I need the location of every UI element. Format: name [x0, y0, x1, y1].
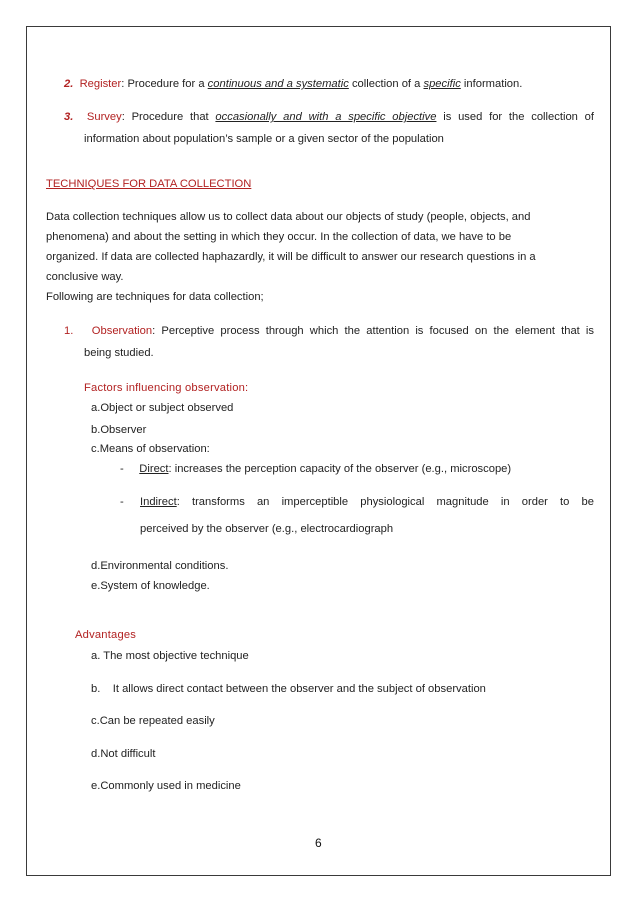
term-survey: Survey [86, 111, 122, 123]
list-item-survey [64, 110, 594, 125]
text: Procedure for a [124, 78, 208, 90]
term-indirect: Indirect [140, 496, 177, 508]
means-indirect-line2: perceived by the observer (e.g., electrocardiograph [140, 523, 394, 535]
list-item-observation [64, 324, 594, 339]
term-register: Register [79, 78, 122, 90]
list-number: 1. [64, 325, 74, 337]
text: collection of a [348, 78, 424, 90]
term-sep: : [121, 78, 125, 90]
means-direct [120, 462, 511, 477]
bullet: - [120, 463, 124, 475]
text: : increases the perception capacity of the observer (e.g., microscope) [168, 463, 512, 475]
text: information. [460, 78, 523, 90]
term-sep: : [152, 325, 156, 337]
text: Procedure that [124, 111, 216, 123]
intro-following: Following are techniques for data collection; [46, 291, 264, 303]
advantage-item-d: d.Not difficult [91, 748, 156, 760]
advantage-item-a: a. The most objective technique [91, 650, 249, 662]
means-indirect-bullet: - [120, 496, 124, 508]
advantage-item-e: e.Commonly used in medicine [91, 780, 241, 792]
term-direct: Direct [139, 463, 169, 475]
emphasis-occasionally: occasionally and with a specific objective [215, 111, 437, 123]
factor-item-d: d.Environmental conditions. [91, 560, 229, 572]
factor-item-e: e.System of knowledge. [91, 580, 210, 592]
list-number: 3. [64, 111, 74, 123]
section-heading: TECHNIQUES FOR DATA COLLECTION [46, 178, 252, 190]
term-sep: : [121, 111, 125, 123]
intro-line-2: phenomena) and about the setting in which they occur. In the collection of data, we have to be [46, 231, 512, 243]
list-number: 2. [64, 78, 74, 90]
factor-item-a: a.Object or subject observed [91, 402, 234, 414]
term-observation: Observation [91, 325, 153, 337]
means-indirect [140, 495, 594, 510]
factors-heading: Factors influencing observation: [84, 382, 249, 394]
factor-item-b: b.Observer [91, 424, 147, 436]
text: is used for the collection of [436, 111, 594, 123]
text: : transforms an imperceptible physiological magnitude in order to be [176, 496, 594, 508]
intro-line-4: conclusive way. [46, 271, 124, 283]
advantage-item-c: c.Can be repeated easily [91, 715, 215, 727]
emphasis-continuous: continuous and a systematic [207, 78, 349, 90]
intro-line-1: Data collection techniques allow us to collect data about our objects of study (people, objects, and [46, 211, 531, 223]
advantages-heading: Advantages [75, 629, 137, 641]
text: Perceptive process through which the attention is focused on the element that is [155, 325, 594, 337]
survey-line2: information about population’s sample or a given sector of the population [84, 133, 444, 145]
emphasis-specific: specific [423, 78, 461, 90]
list-item-register [64, 77, 522, 92]
page-number: 6 [315, 836, 322, 850]
intro-line-3: organized. If data are collected haphazardly, it will be difficult to answer our research questions in a [46, 251, 536, 263]
advantage-item-b: b. It allows direct contact between the observer and the subject of observation [91, 683, 486, 695]
factor-item-c: c.Means of observation: [91, 443, 210, 455]
observation-line2: being studied. [84, 347, 154, 359]
